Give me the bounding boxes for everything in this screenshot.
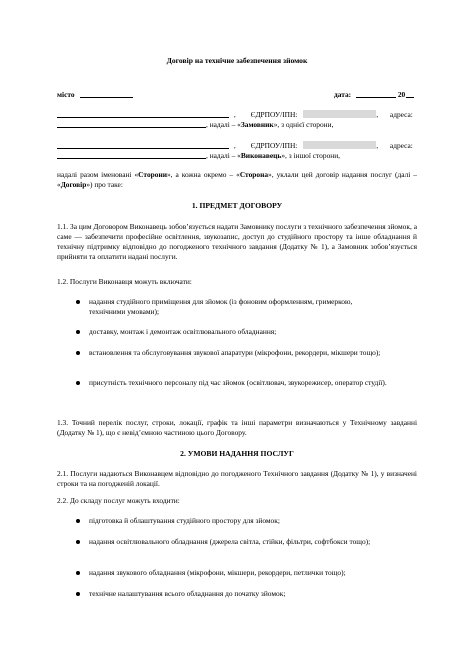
contractor-edrpou-label: ЄДРПОУ/ІПН: [250, 141, 298, 150]
clause-2-1: 2.1. Послуги надаються Виконавцем відповідно до погодженого Технічного завдання (Додатку № 1), у визначені строки та на погодженій локації. [57, 469, 417, 488]
bullet-dot [76, 519, 80, 523]
customer-address-field[interactable] [57, 119, 206, 128]
contractor-name-field[interactable] [57, 140, 229, 149]
customer-edrpou-label: ЄДРПОУ/ІПН: [250, 110, 298, 119]
section-1-title: 1. ПРЕДМЕТ ДОГОВОРУ [191, 201, 283, 210]
bullet-dot [76, 540, 80, 544]
customer-edrpou-field[interactable] [303, 110, 376, 118]
contractor-suffix-pre: , надалі – « [206, 151, 241, 160]
intro-paragraph: надалі разом іменовані «Сторони», а кожна окремо – «Сторона», уклали цей договір надання послуг (далі – «Договір») про таке: [57, 170, 417, 189]
section-2-title: 2. УМОВИ НАДАННЯ ПОСЛУГ [180, 449, 294, 458]
contractor-role: Виконавець [240, 151, 282, 160]
bullet-1-4: присутність технічного персоналу під час зйомок (освітлювач, звукорежисер, оператор студії). [89, 378, 387, 387]
bullet-dot [76, 330, 80, 334]
city-field[interactable] [80, 89, 133, 98]
document-title: Договір на технічне забезпечення зйомок [166, 56, 308, 65]
bullet-1-3: встановлення та обслуговування звукової апаратури (мікрофони, рекордери, мікшери тощо); [89, 348, 381, 357]
bullet-2-1: підготовка й облаштування студійного простору для зйомок; [89, 516, 280, 525]
customer-role: Замовник [240, 120, 274, 129]
customer-line-2 [57, 119, 333, 130]
clause-1-2: 1.2. Послуги Виконавця можуть включати: [57, 277, 192, 286]
customer-suffix-post: », з однієї сторони, [273, 120, 334, 129]
bullet-2-4: технічне налаштування всього обладнання до початку зйомок; [89, 589, 286, 598]
customer-name-field[interactable] [57, 109, 229, 118]
date-field[interactable] [356, 89, 396, 98]
contractor-edrpou-field[interactable] [303, 141, 376, 149]
bullet-dot [76, 351, 80, 355]
clause-2-2: 2.2. До складу послуг можуть входити: [57, 496, 180, 505]
bullet-dot [76, 571, 80, 575]
bullet-2-2: надання освітлювального обладнання (джерела світла, стійки, фільтри, софтбокси тощо); [89, 537, 371, 546]
bullet-1-2: доставку, монтаж і демонтаж освітлювального обладнання; [89, 327, 277, 336]
bullet-dot [76, 381, 80, 385]
bullet-dot [76, 592, 80, 596]
clause-1-1: 1.1. За цим Договором Виконавець зобов’язується надати Замовнику послуги з технічного забезпечення зйомок, а саме — забезпечити професійне освітлення, звукозапис, доступ до студійного простору та інше обладнання й технічну підтримку відповідно до погодженого технічного завдання (Додатку № 1), а Замовник зобов’язується прийняти та оплатити надані послуги. [57, 222, 417, 261]
date-line [334, 89, 414, 100]
year-prefix: 20 [397, 90, 406, 99]
date-label: дата: [334, 90, 352, 99]
customer-suffix-pre: , надалі – « [206, 120, 241, 129]
city-line [57, 89, 133, 100]
customer-address-label: адреса: [389, 110, 413, 119]
city-label: місто [57, 90, 75, 99]
bullet-dot [76, 300, 80, 304]
contractor-line-2 [57, 150, 340, 161]
year-field[interactable] [406, 89, 414, 98]
contractor-line-1: , ЄДРПОУ/ІПН: , адреса: [57, 140, 413, 151]
clause-1-3: 1.3. Точний перелік послуг, строки, локації, графік та інші параметри визначаються у Технічному завданні (Додатку № 1), що є невід’ємною частиною цього Договору. [57, 418, 417, 437]
bullet-1-1: надання студійного приміщення для зйомок (із фоновим оформленням, гримеркою, технічними умовами); [89, 297, 353, 316]
contractor-address-field[interactable] [57, 150, 206, 159]
contractor-address-label: адреса: [389, 141, 413, 150]
bullet-2-3: надання звукового обладнання (мікрофони, мікшери, рекордери, петлички тощо); [89, 568, 346, 577]
contractor-suffix-post: », з іншої сторони, [281, 151, 341, 160]
customer-line-1: , ЄДРПОУ/ІПН: , адреса: [57, 109, 413, 120]
